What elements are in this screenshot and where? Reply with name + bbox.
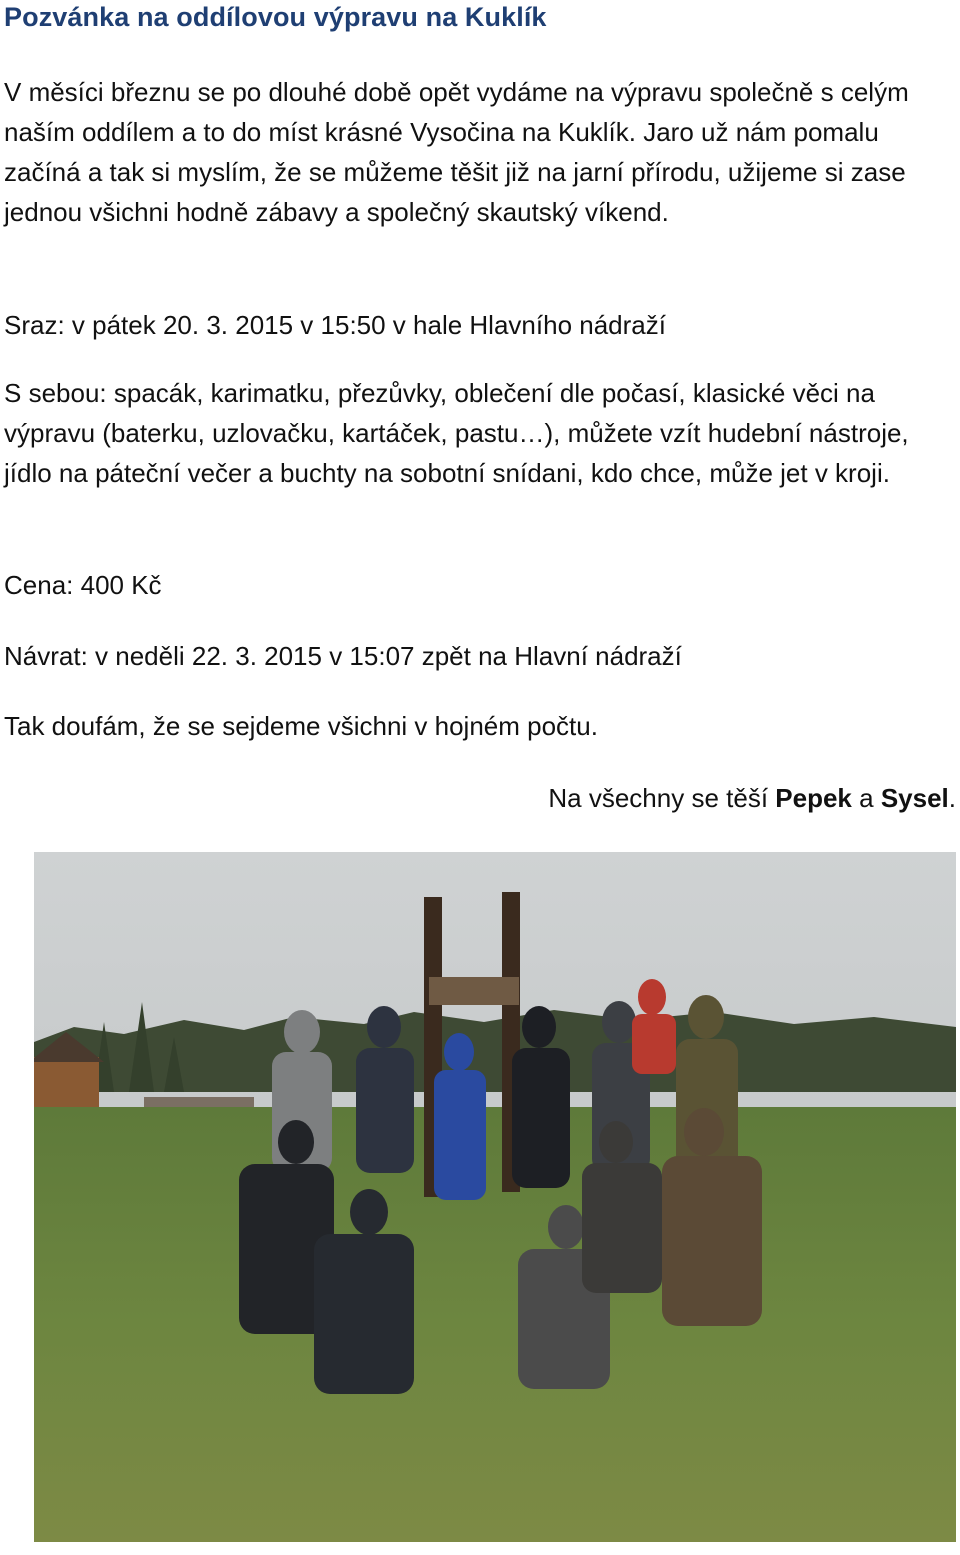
- packing-list: S sebou: spacák, karimatku, přezůvky, oblečení dle počasí, klasické věci na výpravu (baterku, uzlovačku, kartáček, pastu…), můžete vzít hudební nástroje, jídlo na páteční večer a buchty na sobotní snídani, kdo chce, může jet v kroji.: [4, 378, 909, 488]
- group-photo-drawing: [34, 852, 956, 1542]
- meeting-info: Sraz: v pátek 20. 3. 2015 v 15:50 v hale Hlavního nádraží: [4, 310, 666, 340]
- grass-field: [34, 1107, 956, 1542]
- signature-conjunction: a: [851, 783, 881, 813]
- signature: [548, 778, 956, 818]
- intro-paragraph: V měsíci březnu se po dlouhé době opět vydáme na výpravu společně s celým naším oddílem a to do míst krásné Vysočina na Kuklík. Jaro už nám pomalu začíná a tak si myslím, že se můžeme těšit již na jarní přírodu, užijeme si zase jednou všichni hodně zábavy a společný skautský víkend.: [4, 77, 909, 227]
- price-info: Cena: 400 Kč: [4, 570, 162, 600]
- signature-suffix: .: [948, 783, 956, 813]
- signature-name-pepek: Pepek: [775, 783, 852, 813]
- signature-name-sysel: Sysel: [880, 783, 949, 813]
- closing-text: Tak doufám, že se sejdeme všichni v hojném počtu.: [4, 711, 598, 741]
- page-title: Pozvánka na oddílovou výpravu na Kuklík: [4, 2, 547, 32]
- signature-prefix: Na všechny se těší: [548, 783, 776, 813]
- sign-board: [429, 977, 519, 1005]
- return-info: Návrat: v neděli 22. 3. 2015 v 15:07 zpět na Hlavní nádraží: [4, 641, 682, 671]
- group-photo-image: [34, 852, 956, 1542]
